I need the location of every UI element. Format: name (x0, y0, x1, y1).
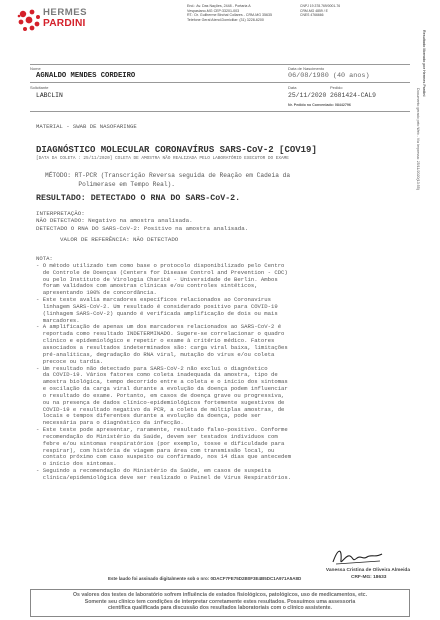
brand-top: HERMES (43, 7, 88, 18)
name-label: Nome (30, 66, 41, 71)
exam-title: DIAGNÓSTICO MOLECULAR CORONAVÍRUS SARS-CoV-2 [COV19] (36, 145, 317, 155)
signer-name: Vanessa Cristina de Oliveira Almeida (325, 568, 410, 573)
footer-disclaimer: Os valores dos testes de laboratório sofrem influência de estados fisiológicos, patológicos, uso de medicamentos, etc. Somente seu clínico tem condições de interpretar corretamente estes resultados. Possuímos uma assessoria científica qualificada para discussão dos resultados laboratoriais com o clínico assistente. (72, 592, 368, 612)
side-text-released: Resultado liberado por Hermes Pardini (422, 30, 426, 97)
lab-address: End.: Av. Das Nações, 2448 - Portaria A Vespasiano-MG CEP:33201-003 RT.: Dr. Guilherme Birchal Collares - CRM-MG 35635 Telefone Geral Atend.Domiciliar: (31) 3228-6200 (187, 4, 273, 22)
order-number: 2681424-CAL9 (330, 92, 377, 99)
requester-label: Solicitante (30, 85, 49, 90)
footer-disclaimer-box (30, 589, 410, 617)
material: MATERIAL - SWAB DE NASOFARINGE (36, 123, 137, 130)
logo-dots-icon (16, 7, 42, 33)
brand-bottom: PARDINI (43, 18, 86, 29)
divider (30, 82, 410, 83)
order-label: Pedido (330, 85, 343, 90)
divider (30, 64, 410, 65)
requester-value: LABCLIN (36, 92, 63, 99)
side-text-printed: Documento gerado pelo Web - Via Impressa: 25/11/2020(13:55) (416, 88, 420, 190)
order-note: Nr. Pedido no Conveniado: 08442796 (288, 103, 351, 107)
result: RESULTADO: DETECTADO O RNA DO SARS-CoV-2. (36, 194, 241, 203)
dob-label: Data de Nascimento (288, 66, 325, 71)
notes: NOTA: - O método utilizado tem como base o protocolo disponibilizado pelo Centro de Controle de Doenças (Centers for Disease Control and Prevention - CDC) ou pelo Instituto de Virologia Charité - Universidade de Berlin. Ambos foram validados com amostras clínicas e/ou controles sintéticos, apresentando 100% de concordância. - Este teste avalia marcadores específicos relacionados ao Coronavírus linhagem SARS-CoV-2. Um resultado é considerado positivo para COVID-19 (linhagem SARS-CoV-2) quando é verificada amplificação de dois ou mais marcadores. - A amplificação de apenas um dos marcadores relacionados ao SARS-CoV-2 é reportada como resultado INDETERMINADO. Sugere-se correlacionar o quadro clínico e epidemiológico e repetir o exame à critério médico. Fatores associados a resultados indeterminados são: carga viral baixa, limitações pré-analíticas, degradação do RNA viral, mutação do vírus e/ou coleta precoce ou tardia. - Um resultado não detectado para SARS-CoV-2 não exclui o diagnóstico da COVID-19. Vários fatores como coleta inadequada da amostra, tipo de amostra biológica, tempo decorrido entre a coleta e o início dos sintomas e oscilação da carga viral durante a evolução da doença podem influenciar o resultado do exame. Portanto, em casos de doença grave ou progressiva, ou na presença de dados clínico-epidemiológicos fortemente sugestivos de COVID-19 e resultado negativo da PCR, a coleta de múltiplas amostras, de locais e tempos diferentes durante a evolução da doença, pode ser necessária para o diagnóstico da infecção. - Este teste pode apresentar, raramente, resultado falso-positivo. Conforme recomendação do Ministério da Saúde, devem ser testados indivíduos com febre e/ou sintomas respiratórios (por exemplo, tosse e dificuldade para respirar), com história de viagem para área com transmissão local, ou contato próximo com caso suspeito ou confirmado, nos 14 dias que antecedem o início dos sintomas. - Seguindo a recomendação do Ministério da Saúde, em casos de suspeita clínica/epidemiológica deve ser realizado o Painel de Vírus Respiratórios. (36, 255, 292, 481)
patient-name: AGNALDO MENDES CORDEIRO (36, 72, 136, 80)
digital-signature: Este laudo foi assinado digitalmente sob o nro: 0DACF7FE75D2B0F3E4B5DC1A971A5A8D (108, 576, 302, 581)
side-text (416, 30, 438, 200)
method: MÉTODO: RT-PCR (Transcrição Reversa seguida de Reação em Cadeia da Polimerase em Tempo Real). (45, 172, 291, 188)
patient-dob: 06/08/1980 (40 anos) (288, 72, 370, 80)
signature-scribble-icon (330, 546, 386, 568)
date-label: Data (288, 85, 297, 90)
interpretation: INTERPRETAÇÃO: NÃO DETECTADO: Negativo na amostra analisada. DETECTADO O RNA DO SARS-CoV-2: Positivo na amostra analisada. (36, 210, 249, 232)
collection-note: [DATA DA COLETA : 25/11/2020] COLETA DE AMOSTRA NÃO REALIZADA PELO LABORATÓRIO EXECUTOR DO EXAME (36, 156, 289, 161)
lab-accreditation: CNPJ 19.378.769/0001-76 CRM-MG 4859 / E CNES 4766666 (300, 4, 341, 17)
hermes-pardini-logo (16, 5, 116, 55)
reference-value: VALOR DE REFERÊNCIA: NÃO DETECTADO (60, 236, 179, 243)
divider (30, 111, 410, 112)
signer-crm: CRF-MG: 18633 (351, 575, 387, 580)
report-date: 25/11/2020 (288, 92, 327, 99)
